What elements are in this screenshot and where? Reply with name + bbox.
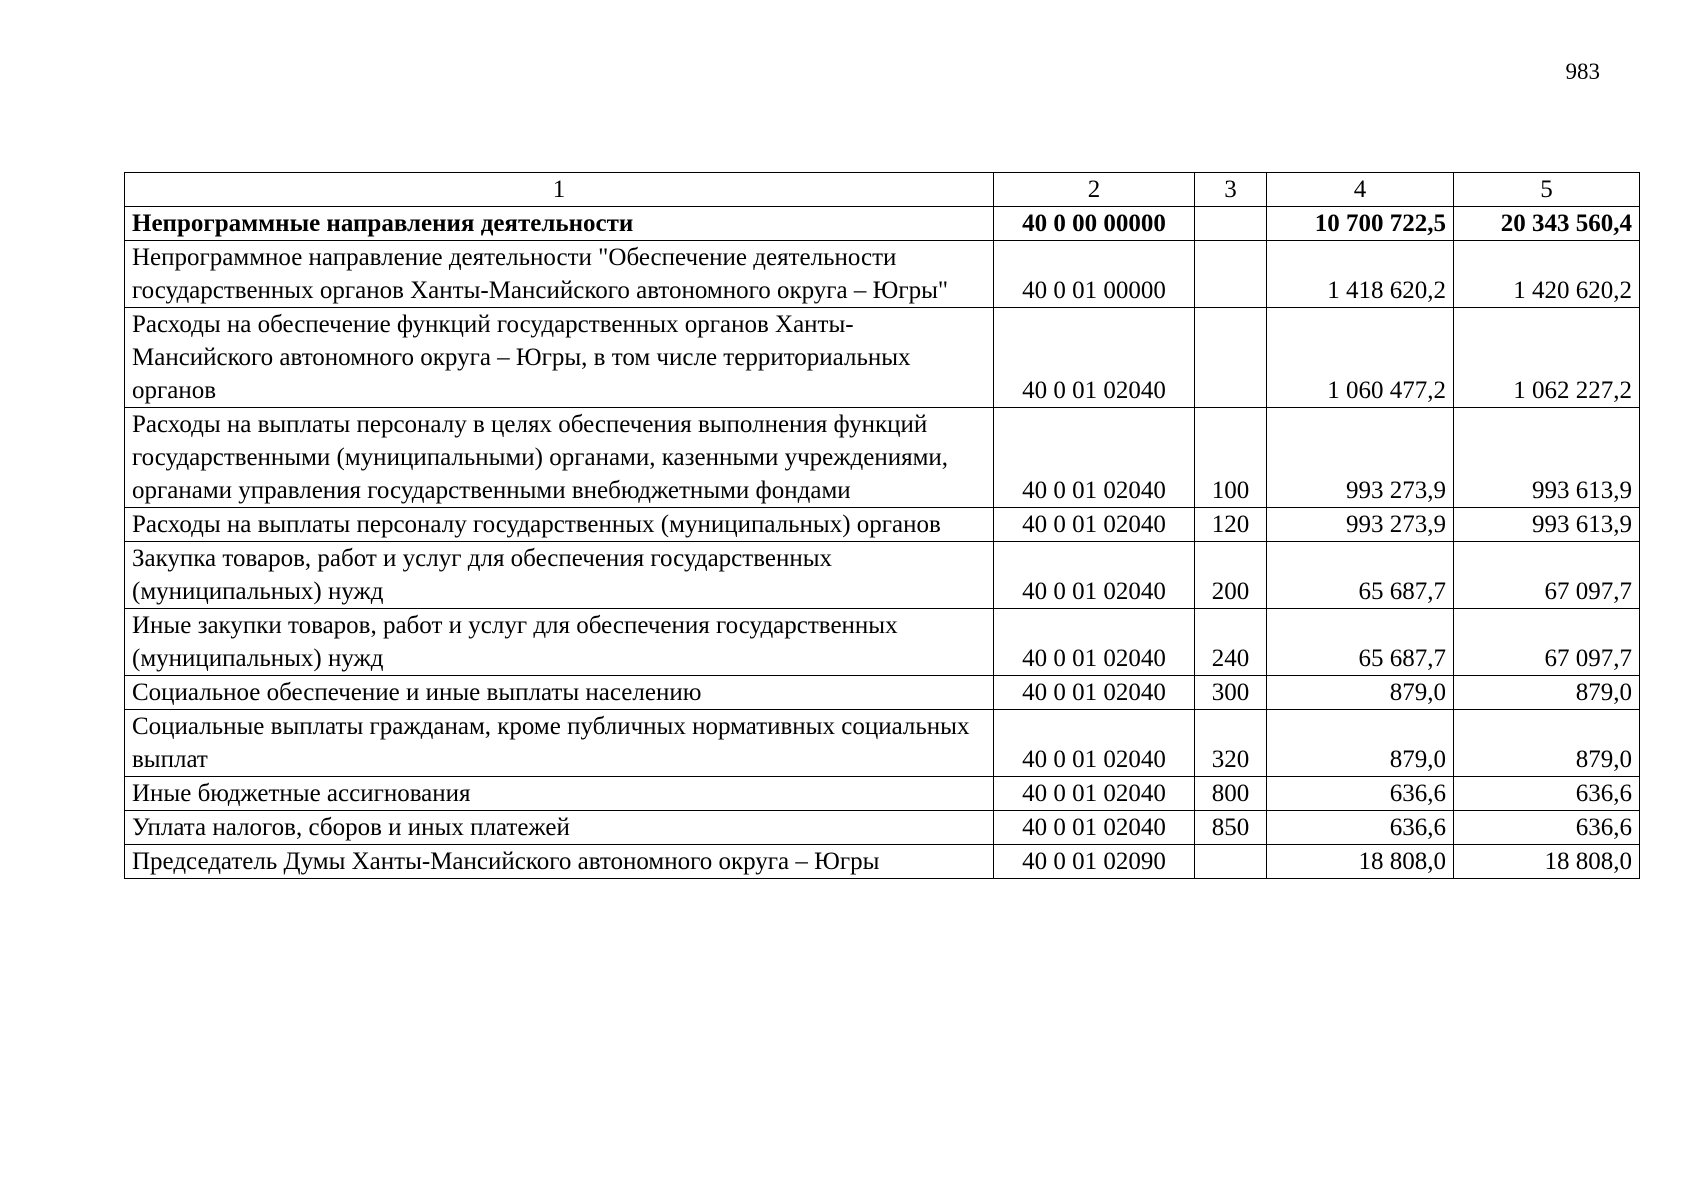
column-number: 2 xyxy=(994,173,1195,207)
amount-year2-cell: 636,6 xyxy=(1454,811,1640,845)
amount-year1-cell: 65 687,7 xyxy=(1267,609,1454,676)
table-row xyxy=(125,308,1640,408)
amount-year1-cell: 1 060 477,2 xyxy=(1267,308,1454,408)
target-code-cell: 40 0 01 00000 xyxy=(994,241,1195,308)
expense-type-cell: 800 xyxy=(1195,777,1267,811)
expense-type-cell: 120 xyxy=(1195,508,1267,542)
amount-year1-cell: 636,6 xyxy=(1267,811,1454,845)
amount-year2-cell: 879,0 xyxy=(1454,676,1640,710)
amount-year2-cell: 879,0 xyxy=(1454,710,1640,777)
table-row xyxy=(125,241,1640,308)
expense-name-cell: Социальное обеспечение и иные выплаты населению xyxy=(125,676,994,710)
amount-year1-cell: 636,6 xyxy=(1267,777,1454,811)
expense-type-cell xyxy=(1195,241,1267,308)
table-row xyxy=(125,609,1640,676)
expense-name-cell: Уплата налогов, сборов и иных платежей xyxy=(125,811,994,845)
target-code-cell: 40 0 01 02040 xyxy=(994,777,1195,811)
amount-year2-cell: 18 808,0 xyxy=(1454,845,1640,879)
expense-name-cell: Непрограммные направления деятельности xyxy=(125,207,994,241)
expense-type-cell xyxy=(1195,845,1267,879)
amount-year2-cell: 67 097,7 xyxy=(1454,542,1640,609)
table-row xyxy=(125,845,1640,879)
amount-year1-cell: 879,0 xyxy=(1267,710,1454,777)
column-number: 4 xyxy=(1267,173,1454,207)
amount-year2-cell: 636,6 xyxy=(1454,777,1640,811)
table-row xyxy=(125,542,1640,609)
table-row xyxy=(125,777,1640,811)
table-row xyxy=(125,508,1640,542)
expense-name-cell: Расходы на обеспечение функций государственных органов Ханты-Мансийского автономного округа – Югры, в том числе территориальных органов xyxy=(125,308,994,408)
table-row xyxy=(125,811,1640,845)
column-number: 5 xyxy=(1454,173,1640,207)
budget-table xyxy=(124,172,1640,879)
amount-year1-cell: 993 273,9 xyxy=(1267,408,1454,508)
expense-name-cell: Председатель Думы Ханты-Мансийского автономного округа – Югры xyxy=(125,845,994,879)
amount-year1-cell: 993 273,9 xyxy=(1267,508,1454,542)
expense-type-cell: 200 xyxy=(1195,542,1267,609)
target-code-cell: 40 0 01 02040 xyxy=(994,408,1195,508)
amount-year1-cell: 18 808,0 xyxy=(1267,845,1454,879)
target-code-cell: 40 0 01 02090 xyxy=(994,845,1195,879)
expense-name-cell: Расходы на выплаты персоналу государственных (муниципальных) органов xyxy=(125,508,994,542)
expense-name-cell: Иные закупки товаров, работ и услуг для обеспечения государственных (муниципальных) нужд xyxy=(125,609,994,676)
target-code-cell: 40 0 01 02040 xyxy=(994,676,1195,710)
expense-type-cell: 300 xyxy=(1195,676,1267,710)
amount-year2-cell: 67 097,7 xyxy=(1454,609,1640,676)
amount-year2-cell: 20 343 560,4 xyxy=(1454,207,1640,241)
target-code-cell: 40 0 01 02040 xyxy=(994,710,1195,777)
column-number: 1 xyxy=(125,173,994,207)
table-body xyxy=(125,173,1640,879)
expense-type-cell: 320 xyxy=(1195,710,1267,777)
column-number-row xyxy=(125,173,1640,207)
target-code-cell: 40 0 00 00000 xyxy=(994,207,1195,241)
target-code-cell: 40 0 01 02040 xyxy=(994,308,1195,408)
expense-type-cell: 100 xyxy=(1195,408,1267,508)
table-row xyxy=(125,207,1640,241)
expense-name-cell: Непрограммное направление деятельности "Обеспечение деятельности государственных органов Ханты-Мансийского автономного округа – Югры" xyxy=(125,241,994,308)
amount-year2-cell: 993 613,9 xyxy=(1454,408,1640,508)
expense-type-cell xyxy=(1195,207,1267,241)
expense-type-cell xyxy=(1195,308,1267,408)
expense-type-cell: 850 xyxy=(1195,811,1267,845)
amount-year1-cell: 879,0 xyxy=(1267,676,1454,710)
target-code-cell: 40 0 01 02040 xyxy=(994,508,1195,542)
target-code-cell: 40 0 01 02040 xyxy=(994,609,1195,676)
expense-name-cell: Социальные выплаты гражданам, кроме публичных нормативных социальных выплат xyxy=(125,710,994,777)
amount-year2-cell: 1 062 227,2 xyxy=(1454,308,1640,408)
expense-type-cell: 240 xyxy=(1195,609,1267,676)
table-row xyxy=(125,710,1640,777)
amount-year1-cell: 65 687,7 xyxy=(1267,542,1454,609)
column-number: 3 xyxy=(1195,173,1267,207)
amount-year2-cell: 993 613,9 xyxy=(1454,508,1640,542)
expense-name-cell: Закупка товаров, работ и услуг для обеспечения государственных (муниципальных) нужд xyxy=(125,542,994,609)
target-code-cell: 40 0 01 02040 xyxy=(994,542,1195,609)
amount-year2-cell: 1 420 620,2 xyxy=(1454,241,1640,308)
page-number: 983 xyxy=(1565,59,1600,84)
expense-name-cell: Расходы на выплаты персоналу в целях обеспечения выполнения функций государственными (муниципальными) органами, казенными учреждениями, органами управления государственными внебюджетными фондами xyxy=(125,408,994,508)
table-row xyxy=(125,676,1640,710)
amount-year1-cell: 1 418 620,2 xyxy=(1267,241,1454,308)
table-row xyxy=(125,408,1640,508)
target-code-cell: 40 0 01 02040 xyxy=(994,811,1195,845)
expense-name-cell: Иные бюджетные ассигнования xyxy=(125,777,994,811)
amount-year1-cell: 10 700 722,5 xyxy=(1267,207,1454,241)
